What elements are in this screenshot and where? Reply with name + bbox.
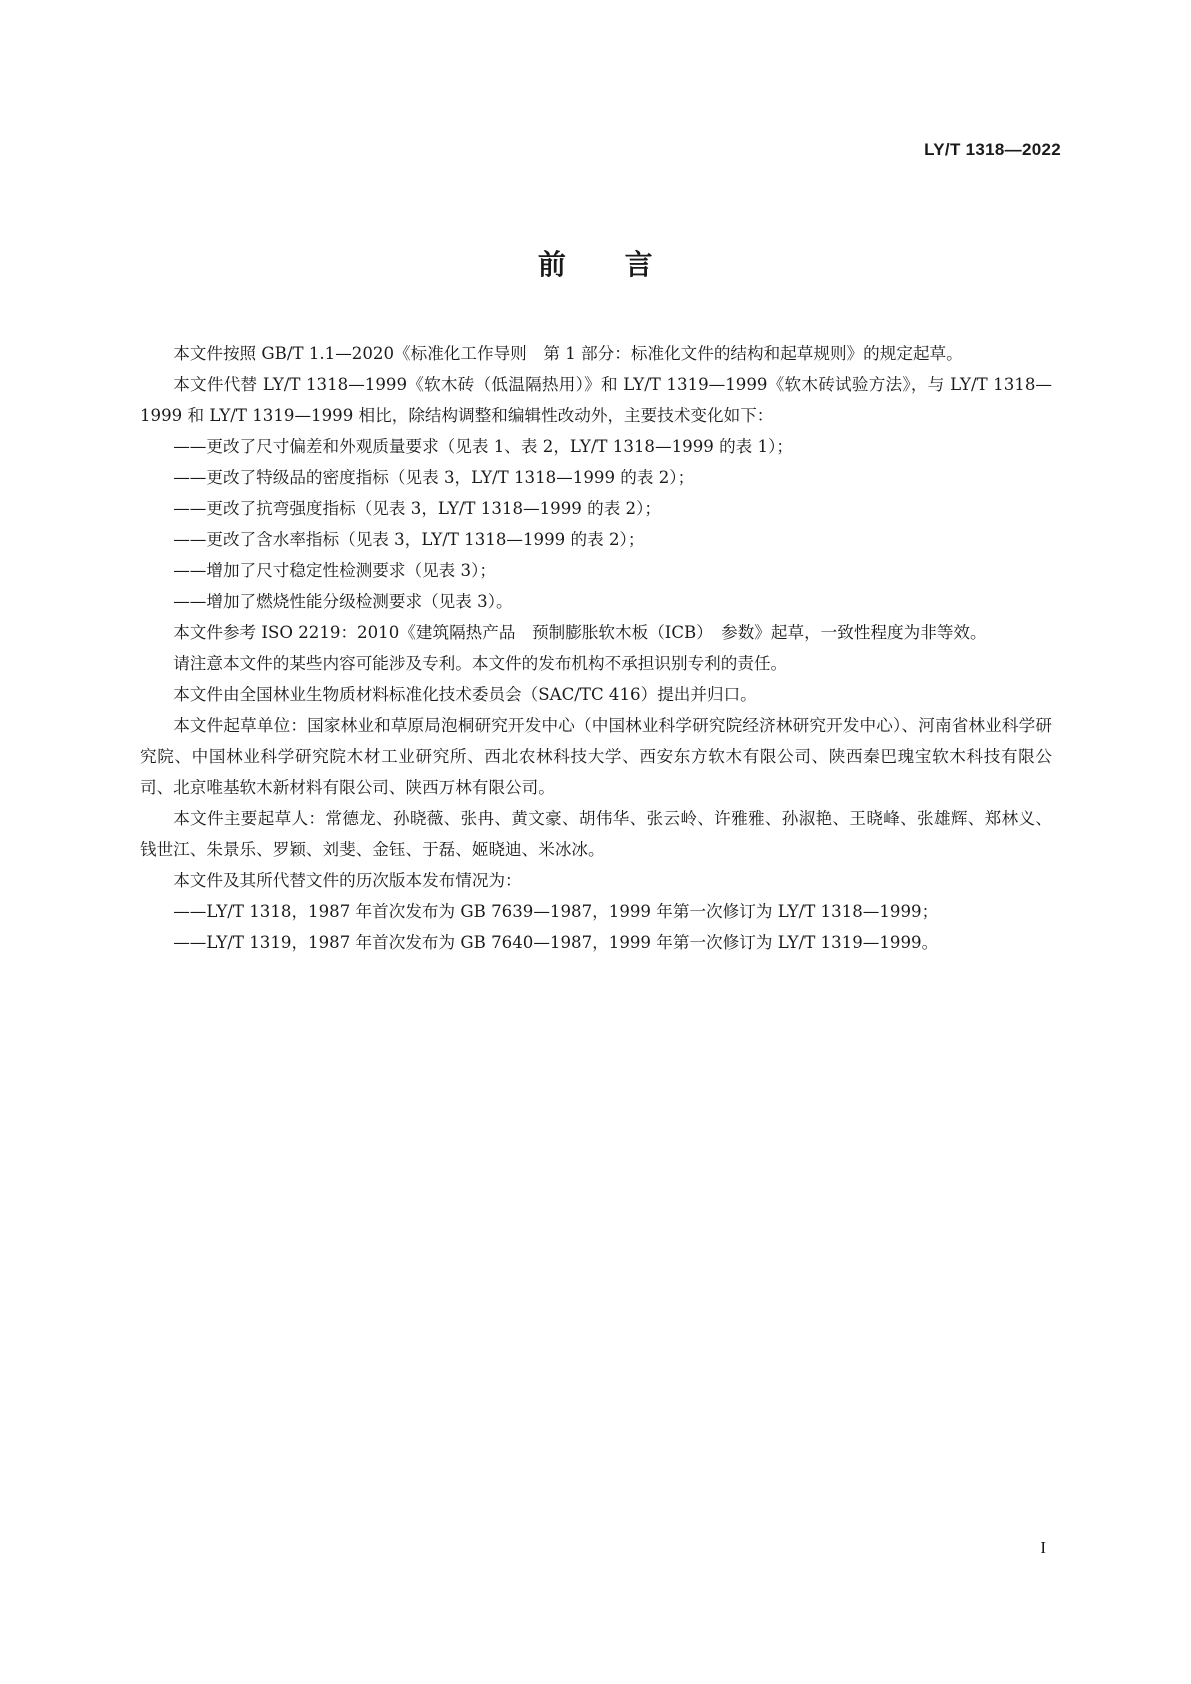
change-item: ——更改了特级品的密度指标（见表 3，LY/T 1318—1999 的表 2）； <box>173 468 695 487</box>
paragraph-drafters: 本文件主要起草人：常德龙、孙晓薇、张冉、黄文豪、胡伟华、张云岭、许雅雅、孙淑艳、王晓峰、张雄辉、郑林义、钱世江、朱景乐、罗颖、刘斐、金钰、于磊、姬晓迪、米冰冰。 <box>140 809 1052 859</box>
history-item: ——LY/T 1318，1987 年首次发布为 GB 7639—1987，1999 年第一次修订为 LY/T 1318—1999； <box>173 902 939 921</box>
foreword-body <box>140 338 1052 958</box>
paragraph-reference: 本文件参考 ISO 2219：2010《建筑隔热产品 预制膨胀软木板（ICB） 参数》起草，一致性程度为非等效。 <box>173 623 987 642</box>
paragraph-replacement: 本文件代替 LY/T 1318—1999《软木砖（低温隔热用）》和 LY/T 1319—1999《软木砖试验方法》，与 LY/T 1318—1999 和 LY/T 1319—1999 相比，除结构调整和编辑性改动外，主要技术变化如下： <box>140 375 1052 425</box>
change-item: ——更改了尺寸偏差和外观质量要求（见表 1、表 2，LY/T 1318—1999 的表 1）； <box>173 437 793 456</box>
history-item: ——LY/T 1319，1987 年首次发布为 GB 7640—1987，1999 年第一次修订为 LY/T 1319—1999。 <box>173 933 939 952</box>
page-title: 前 言 <box>537 248 654 281</box>
paragraph-version-history: 本文件及其所代替文件的历次版本发布情况为： <box>173 871 522 890</box>
paragraph-patent-notice: 请注意本文件的某些内容可能涉及专利。本文件的发布机构不承担识别专利的责任。 <box>173 654 788 673</box>
page-number: I <box>1040 1538 1046 1557</box>
change-item: ——增加了燃烧性能分级检测要求（见表 3）。 <box>173 592 513 611</box>
change-item: ——更改了抗弯强度指标（见表 3，LY/T 1318—1999 的表 2）； <box>173 499 662 518</box>
change-item: ——增加了尺寸稳定性检测要求（见表 3）； <box>173 561 496 580</box>
document-code: LY/T 1318—2022 <box>924 140 1061 159</box>
paragraph-drafting-rule: 本文件按照 GB/T 1.1—2020《标准化工作导则 第 1 部分：标准化文件的结构和起草规则》的规定起草。 <box>173 344 963 363</box>
paragraph-drafting-units: 本文件起草单位：国家林业和草原局泡桐研究开发中心（中国林业科学研究院经济林研究开发中心）、河南省林业科学研究院、中国林业科学研究院木材工业研究所、西北农林科技大学、西安东方软木有限公司、陕西秦巴瑰宝软木科技有限公司、北京唯基软木新材料有限公司、陕西万林有限公司。 <box>140 716 1052 797</box>
change-item: ——更改了含水率指标（见表 3，LY/T 1318—1999 的表 2）； <box>173 530 645 549</box>
paragraph-proposer: 本文件由全国林业生物质材料标准化技术委员会（SAC/TC 416）提出并归口。 <box>173 685 757 704</box>
